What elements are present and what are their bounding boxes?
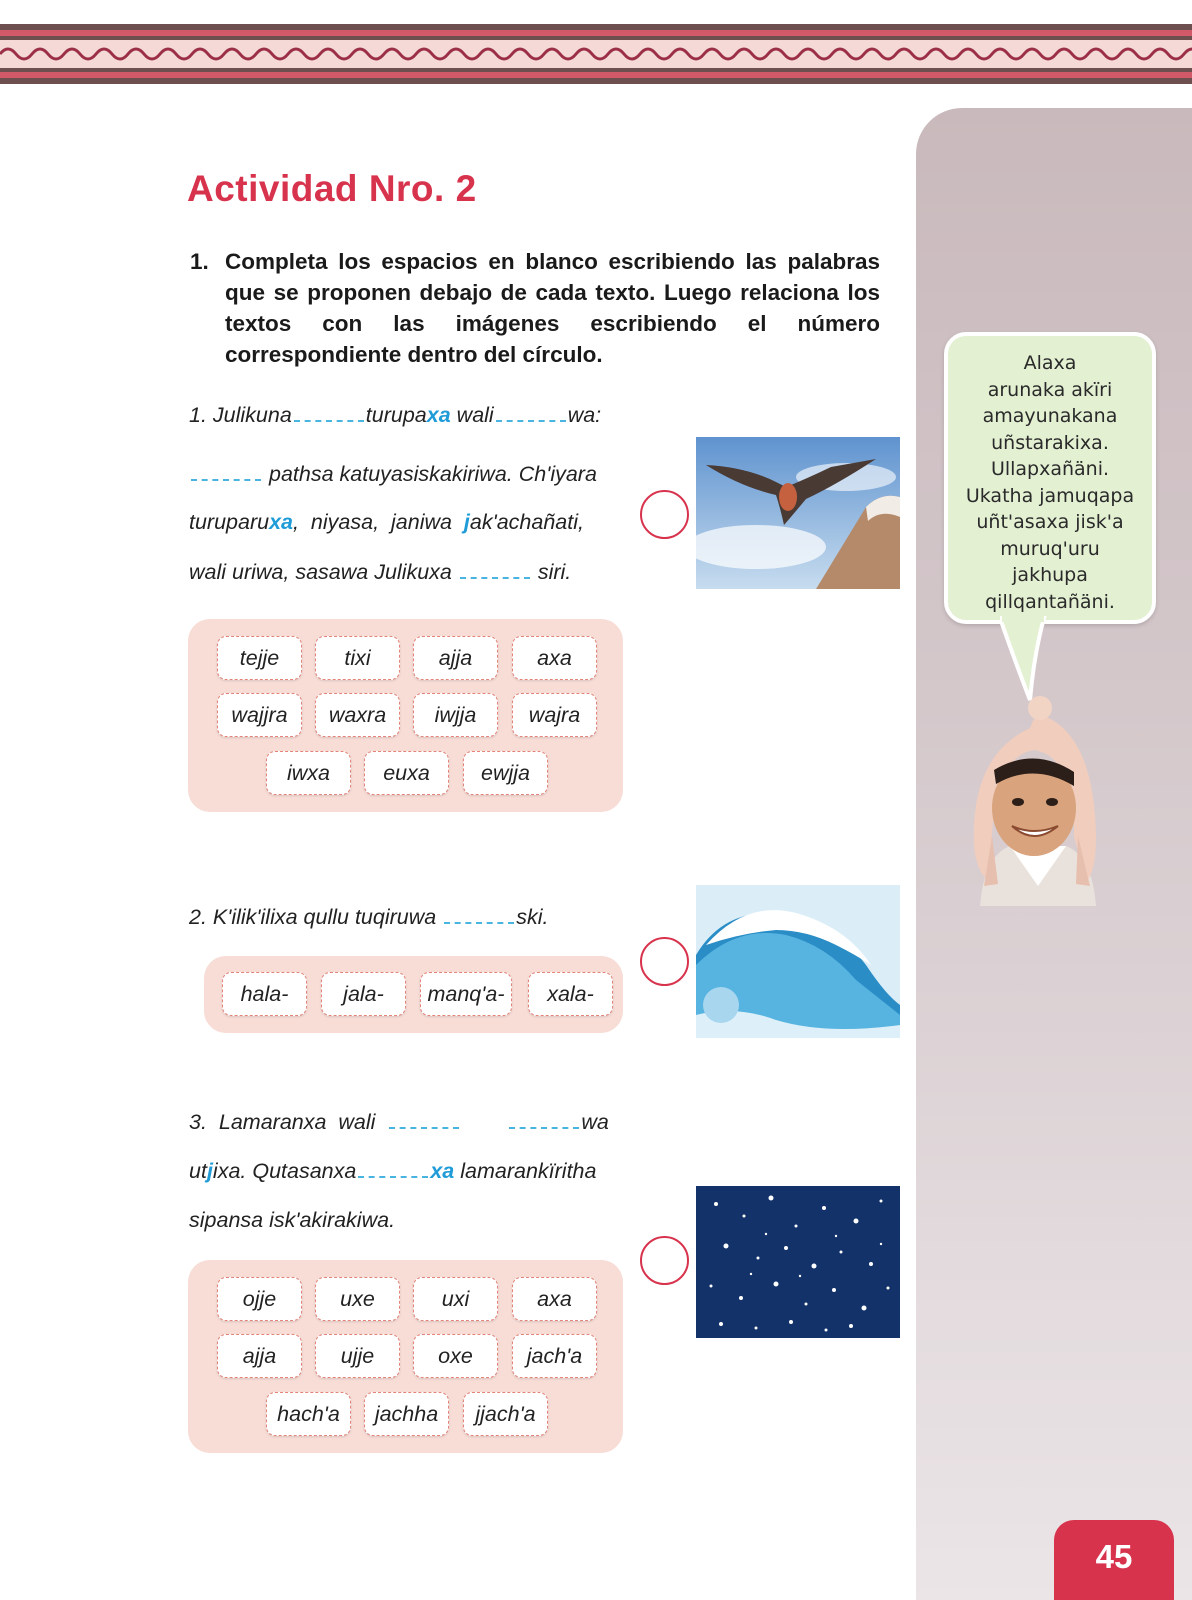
activity-title: Actividad Nro. 2 xyxy=(187,168,477,209)
word-chip[interactable]: ewjja xyxy=(463,751,548,795)
bird-flying-icon xyxy=(696,437,900,589)
word-chip[interactable]: jjach'a xyxy=(463,1392,548,1436)
word-chip[interactable]: uxe xyxy=(315,1277,400,1321)
word-chip[interactable]: euxa xyxy=(364,751,449,795)
exercise1-line1: 1. Julikuna turupaxa wali wa: xyxy=(189,403,602,427)
word-chip[interactable]: manq'a- xyxy=(420,972,512,1016)
bird-flying-image xyxy=(696,437,900,589)
exercise2-line1: 2. K'ilik'ilixa qullu tuqiruwa ski. xyxy=(189,905,549,929)
instruction-text: Completa los espacios en blanco escribiendo las palabras que se proponen debajo de cada texto. Luego relaciona los textos con las imágenes escribiendo el número correspondiente dentro del círculo. xyxy=(225,249,880,367)
word-chip[interactable]: iwjja xyxy=(413,693,498,737)
word-chip[interactable]: ujje xyxy=(315,1334,400,1378)
instruction-number: 1. xyxy=(190,249,209,274)
answer-blank[interactable] xyxy=(389,1109,459,1129)
word-bank-3 xyxy=(188,1260,623,1453)
word-chip[interactable]: uxi xyxy=(413,1277,498,1321)
word-chip[interactable]: tejje xyxy=(217,636,302,680)
word-chip[interactable]: jala- xyxy=(321,972,406,1016)
word-chip[interactable]: tixi xyxy=(315,636,400,680)
decorative-top-band xyxy=(0,24,1192,84)
answer-circle-1[interactable] xyxy=(640,490,689,539)
word-chip[interactable]: ajja xyxy=(413,636,498,680)
speech-bubble-text: Alaxa arunaka akïri amayunakana uñstarakixa. Ullapxañäni. Ukatha jamuqapa uñt'asaxa jisk'a muruq'uru jakhupa qillqantañäni. xyxy=(965,352,1135,613)
starry-sky-image xyxy=(696,1186,900,1338)
answer-blank[interactable] xyxy=(496,402,566,422)
answer-circle-3[interactable] xyxy=(640,1236,689,1285)
exercise1-line4: wali uriwa, sasawa Julikuxa siri. xyxy=(189,560,572,584)
wave-icon xyxy=(696,885,900,1038)
word-bank-1 xyxy=(188,619,623,812)
answer-blank[interactable] xyxy=(460,559,530,579)
instruction-block xyxy=(190,246,880,370)
answer-blank[interactable] xyxy=(444,904,514,924)
answer-blank[interactable] xyxy=(191,461,261,481)
word-bank-2 xyxy=(204,956,623,1033)
exercise1-line2: pathsa katuyasiskakiriwa. Ch'iyara xyxy=(189,461,597,487)
word-chip[interactable]: iwxa xyxy=(266,751,351,795)
word-chip[interactable]: wajra xyxy=(512,693,597,737)
word-chip[interactable]: xala- xyxy=(528,972,613,1016)
answer-blank[interactable] xyxy=(509,1109,579,1129)
word-chip[interactable]: axa xyxy=(512,1277,597,1321)
exercise3-line2: utjixa. Qutasanxa xa lamarankïritha xyxy=(189,1159,597,1183)
answer-circle-2[interactable] xyxy=(640,937,689,986)
word-chip[interactable]: axa xyxy=(512,636,597,680)
word-chip[interactable]: hach'a xyxy=(266,1392,351,1436)
word-chip[interactable]: ojje xyxy=(217,1277,302,1321)
speech-bubble xyxy=(944,332,1156,624)
page-number-tab xyxy=(1054,1520,1174,1600)
child-character-illustration xyxy=(970,686,1106,906)
ocean-wave-image xyxy=(696,885,900,1038)
word-chip[interactable]: wajjra xyxy=(217,693,302,737)
word-chip[interactable]: jach'a xyxy=(512,1334,597,1378)
answer-blank[interactable] xyxy=(294,402,364,422)
word-chip[interactable]: ajja xyxy=(217,1334,302,1378)
page-number: 45 xyxy=(1054,1520,1174,1600)
word-chip[interactable]: hala- xyxy=(222,972,307,1016)
word-chip[interactable]: waxra xyxy=(315,693,400,737)
exercise1-line3: turuparuxa, niyasa, janiwa jak'achañati, xyxy=(189,510,584,534)
word-chip[interactable]: oxe xyxy=(413,1334,498,1378)
exercise3-line3: sipansa isk'akirakiwa. xyxy=(189,1208,396,1232)
answer-blank[interactable] xyxy=(358,1158,428,1178)
stars-icon xyxy=(696,1186,900,1338)
exercise3-line1: 3. Lamaranxa wali wa xyxy=(189,1110,609,1134)
word-chip[interactable]: jachha xyxy=(364,1392,449,1436)
